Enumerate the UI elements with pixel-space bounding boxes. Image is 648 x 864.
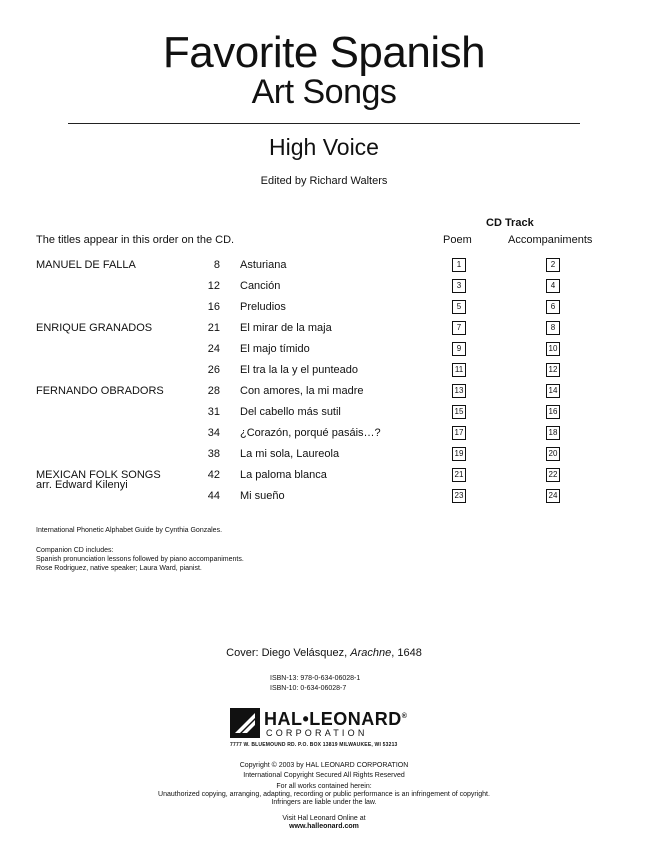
accompaniment-track-number: 4 <box>546 279 560 293</box>
title-line-1: Favorite Spanish <box>162 28 486 77</box>
accompaniment-track-number: 16 <box>546 405 560 419</box>
page-number: 38 <box>207 448 220 460</box>
song-title: Canción <box>240 280 281 292</box>
composer-name: MEXICAN FOLK SONGS <box>36 469 161 481</box>
song-title: El majo tímido <box>240 343 310 355</box>
page-number: 24 <box>207 343 220 355</box>
title-divider <box>68 123 580 124</box>
rights-line: International Copyright Secured All Rights Reserved <box>243 772 405 779</box>
song-title: El tra la la y el punteado <box>240 364 359 376</box>
publisher-registered: ® <box>401 713 408 720</box>
page-number: 34 <box>207 427 220 439</box>
accompaniment-track-number: 8 <box>546 321 560 335</box>
legal-line-3: Infringers are liable under the law. <box>271 799 377 806</box>
accompaniment-track-number: 24 <box>546 489 560 503</box>
poem-track-number: 5 <box>452 300 466 314</box>
order-note: The titles appear in this order on the CD. <box>36 234 235 246</box>
website-link[interactable]: www.halleonard.com <box>289 823 359 830</box>
composer-name: FERNANDO OBRADORS <box>36 385 164 397</box>
accompaniment-track-number: 6 <box>546 300 560 314</box>
cover-prefix: Cover: Diego Velásquez, <box>226 647 351 659</box>
accompaniment-track-number: 2 <box>546 258 560 272</box>
song-title: ¿Corazón, porqué pasáis…? <box>240 427 381 439</box>
song-title: Del cabello más sutil <box>240 406 341 418</box>
cd-note-2: Spanish pronunciation lessons followed by piano accompaniments. <box>36 556 244 563</box>
cd-note-1: Companion CD includes: <box>36 547 114 554</box>
isbn-13: ISBN-13: 978-0-634-06028-1 <box>270 675 361 682</box>
page-number: 8 <box>213 259 220 271</box>
song-title: Preludios <box>240 301 286 313</box>
accompaniment-track-number: 20 <box>546 447 560 461</box>
ipa-credit: International Phonetic Alphabet Guide by Cynthia Gonzales. <box>36 527 223 534</box>
cover-work: Arachne <box>350 647 392 659</box>
poem-track-number: 7 <box>452 321 466 335</box>
title-line-2: Art Songs <box>251 73 397 111</box>
publisher-name-text: HAL•LEONARD <box>264 709 402 729</box>
accompaniment-track-number: 12 <box>546 363 560 377</box>
accompaniment-track-number: 14 <box>546 384 560 398</box>
song-title: La paloma blanca <box>240 469 327 481</box>
page-number: 21 <box>207 322 220 334</box>
page-number: 28 <box>207 385 220 397</box>
poem-track-number: 11 <box>452 363 466 377</box>
editor-credit: Edited by Richard Walters <box>260 175 388 187</box>
song-title: Asturiana <box>240 259 287 271</box>
accompaniment-track-number: 22 <box>546 468 560 482</box>
cd-note-3: Rose Rodriguez, native speaker; Laura Ward, pianist. <box>36 565 202 572</box>
page-number: 12 <box>207 280 220 292</box>
visit-line: Visit Hal Leonard Online at <box>282 815 366 822</box>
composer-name: ENRIQUE GRANADOS <box>36 322 153 334</box>
publisher-corporation: CORPORATION <box>266 728 368 738</box>
poem-track-number: 9 <box>452 342 466 356</box>
composer-name: MANUEL DE FALLA <box>36 259 136 271</box>
legal-line-2: Unauthorized copying, arranging, adapting, recording or public performance is an infringement of copyright. <box>158 791 490 798</box>
hal-leonard-logo-icon <box>230 708 260 738</box>
accompaniments-header: Accompaniments <box>508 234 593 246</box>
page-number: 26 <box>207 364 220 376</box>
accompaniment-track-number: 10 <box>546 342 560 356</box>
copyright-line: Copyright © 2003 by HAL LEONARD CORPORATION <box>239 762 409 769</box>
publisher-address: 7777 W. BLUEMOUND RD. P.O. BOX 13819 MILWAUKEE, WI 53213 <box>230 742 398 748</box>
legal-line-1: For all works contained herein: <box>276 783 372 790</box>
song-title: El mirar de la maja <box>240 322 332 334</box>
page-number: 42 <box>207 469 220 481</box>
song-title: La mi sola, Laureola <box>240 448 340 460</box>
subtitle: High Voice <box>269 134 379 160</box>
song-title: Mi sueño <box>240 490 285 502</box>
composer-arranger: arr. Edward Kilenyi <box>36 479 128 491</box>
poem-track-number: 1 <box>452 258 466 272</box>
cd-track-label: CD Track <box>486 217 534 229</box>
poem-track-number: 17 <box>452 426 466 440</box>
accompaniment-track-number: 18 <box>546 426 560 440</box>
poem-track-number: 13 <box>452 384 466 398</box>
song-title: Con amores, la mi madre <box>240 385 364 397</box>
poem-track-number: 21 <box>452 468 466 482</box>
poem-header: Poem <box>443 234 472 246</box>
cover-year: , 1648 <box>391 647 422 659</box>
cover-credit <box>0 647 648 659</box>
poem-track-number: 3 <box>452 279 466 293</box>
poem-track-number: 19 <box>452 447 466 461</box>
page-number: 31 <box>207 406 220 418</box>
isbn-10: ISBN-10: 0-634-06028-7 <box>270 685 347 692</box>
page-number: 44 <box>207 490 220 502</box>
poem-track-number: 23 <box>452 489 466 503</box>
publisher-name <box>264 707 407 729</box>
poem-track-number: 15 <box>452 405 466 419</box>
page-number: 16 <box>207 301 220 313</box>
